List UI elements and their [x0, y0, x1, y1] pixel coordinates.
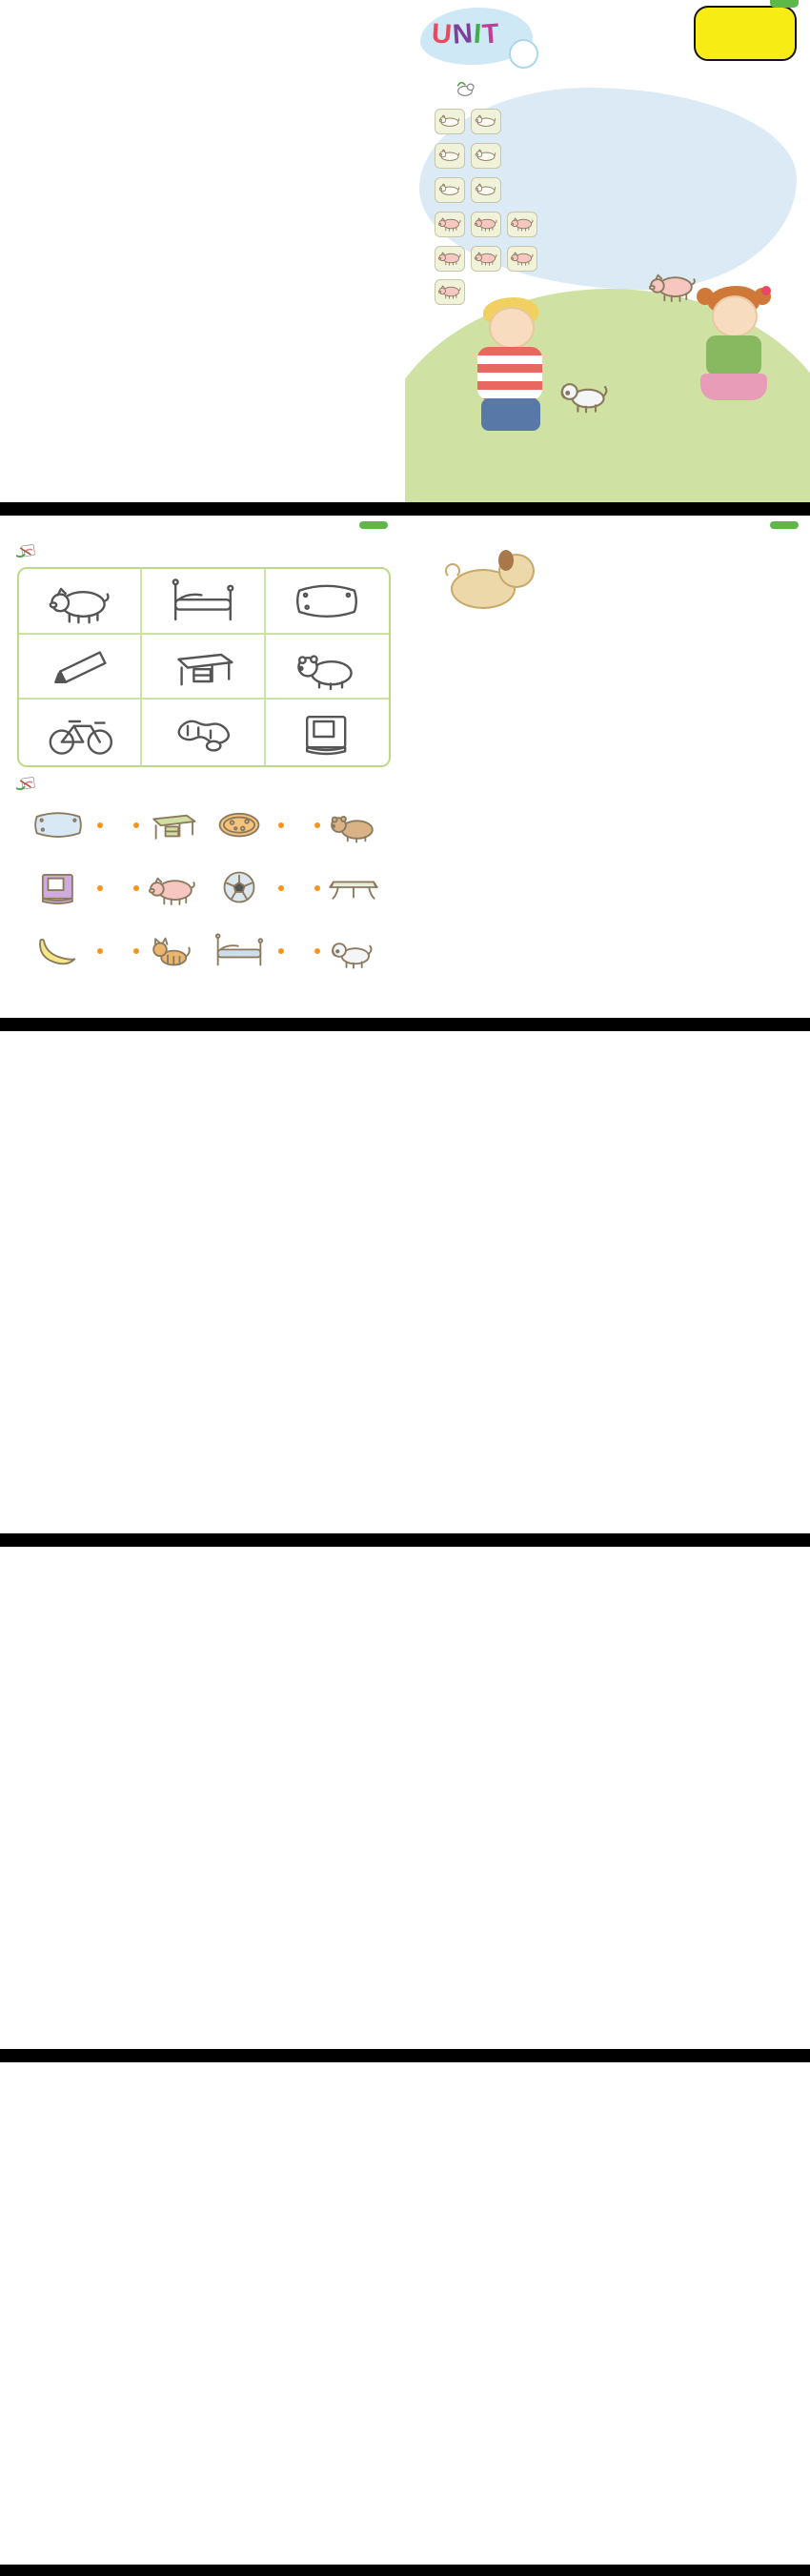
bed-icon — [152, 574, 253, 627]
desk-icon — [143, 800, 202, 849]
girl-skirt — [700, 374, 767, 400]
grid-cell — [266, 569, 389, 635]
pillow-icon — [276, 574, 377, 627]
pig-icon — [143, 862, 202, 912]
letter-card — [694, 6, 797, 61]
girl-head — [712, 295, 758, 337]
pig-icon — [471, 246, 501, 272]
pig-icon — [507, 246, 537, 272]
instruction-1 — [15, 542, 44, 563]
grid-cell — [266, 635, 389, 700]
unit-word — [432, 19, 500, 51]
table-icon — [324, 862, 383, 912]
bear-icon — [324, 800, 383, 849]
dog-icon — [324, 925, 383, 975]
pig-resting-icon — [471, 177, 501, 203]
pig-resting-icon — [435, 177, 465, 203]
match-dot — [133, 948, 139, 954]
pizza-icon — [210, 800, 269, 849]
match-dot — [314, 948, 320, 954]
spread-row-3 — [0, 1031, 810, 1533]
dog-icon — [548, 368, 624, 416]
page-1 — [405, 0, 810, 502]
match-dot — [278, 948, 284, 954]
unit-logo — [420, 8, 533, 65]
pig-resting-icon — [471, 109, 501, 134]
pencil-icon — [30, 639, 131, 693]
chant-picture — [471, 143, 501, 169]
bear-icon — [276, 639, 377, 693]
pig-icon — [435, 212, 465, 237]
book-icon — [29, 862, 88, 912]
chant-picture — [507, 212, 537, 237]
bed-icon — [210, 925, 269, 975]
chant-line — [432, 109, 501, 134]
coloring-grid — [17, 567, 391, 767]
puppy-ear — [498, 550, 514, 571]
spread-row-1 — [0, 0, 810, 502]
match-dot — [278, 885, 284, 891]
girl-bow — [761, 286, 771, 295]
chant-line — [432, 143, 501, 169]
spread-row-4 — [0, 1547, 810, 2049]
match-dot — [314, 885, 320, 891]
chant-picture — [507, 246, 537, 272]
chant-picture — [471, 212, 501, 237]
chant-picture — [435, 177, 465, 203]
girl-shirt — [706, 335, 761, 375]
blank-right-half — [405, 2062, 810, 2565]
boy-head — [489, 307, 535, 349]
match-dot — [133, 885, 139, 891]
pig-icon — [435, 246, 465, 272]
grid-cell — [19, 635, 142, 700]
match-dot — [97, 885, 103, 891]
chant-picture — [471, 246, 501, 272]
desk-icon — [152, 639, 253, 693]
cat-icon — [143, 925, 202, 975]
chant-line — [432, 246, 540, 272]
page-slot — [405, 1547, 810, 2049]
match-dot — [133, 822, 139, 828]
match-dot — [97, 948, 103, 954]
grid-cell — [19, 569, 142, 635]
chant-line — [432, 279, 468, 305]
chant-picture — [435, 212, 465, 237]
match-dot — [314, 822, 320, 828]
page-slot — [405, 1031, 810, 1533]
match-dot — [278, 822, 284, 828]
pig-icon — [471, 212, 501, 237]
section-tab — [770, 521, 799, 529]
worksheet-icon — [15, 542, 38, 563]
blank-left-half — [0, 0, 405, 502]
peanut-icon — [152, 706, 253, 760]
chant-picture — [435, 143, 465, 169]
chant-heading — [455, 80, 481, 100]
match-dot — [97, 822, 103, 828]
chant-picture — [435, 279, 465, 305]
section-tab — [359, 521, 388, 529]
page-3 — [405, 516, 810, 1018]
grid-cell — [142, 635, 265, 700]
chant-line — [432, 177, 504, 203]
worksheet-icon — [15, 775, 38, 796]
pillow-icon — [29, 800, 88, 849]
banana-icon — [29, 925, 88, 975]
spread-row-2 — [0, 516, 810, 1018]
instruction-2 — [15, 775, 44, 796]
unit-number — [509, 39, 538, 69]
soccer-ball-icon — [210, 862, 269, 912]
chant-picture — [471, 177, 501, 203]
page-slot — [0, 1031, 405, 1533]
chant-picture — [435, 246, 465, 272]
pig-icon — [30, 574, 131, 627]
pig-icon — [507, 212, 537, 237]
puppy-tail — [445, 563, 460, 578]
pig-resting-icon — [435, 143, 465, 169]
chant-picture — [471, 109, 501, 134]
page-slot — [0, 2062, 405, 2565]
pig-resting-icon — [435, 109, 465, 134]
section-tab — [770, 0, 799, 8]
grid-cell — [142, 700, 265, 765]
pig-icon — [643, 263, 702, 305]
unit-letter: N — [451, 18, 475, 51]
unit-letter: I — [472, 18, 484, 51]
puppy-illustration — [445, 544, 540, 620]
page-2 — [0, 516, 405, 1018]
grid-cell — [142, 569, 265, 635]
bicycle-icon — [30, 706, 131, 760]
book-icon — [276, 706, 377, 760]
boy-shirt — [477, 347, 542, 400]
chant-line — [432, 212, 540, 237]
unit-letter: T — [480, 18, 501, 51]
pig-icon — [435, 279, 465, 305]
spread-row-5 — [0, 2062, 810, 2565]
boy-pants — [481, 398, 540, 431]
girl-illustration — [687, 286, 786, 438]
grid-cell — [266, 700, 389, 765]
chant-picture — [435, 109, 465, 134]
page-slot — [0, 1547, 405, 2049]
unit-letter: U — [430, 18, 455, 51]
pig-resting-icon — [471, 143, 501, 169]
chant-mascot-icon — [455, 80, 476, 100]
grid-cell — [19, 700, 142, 765]
